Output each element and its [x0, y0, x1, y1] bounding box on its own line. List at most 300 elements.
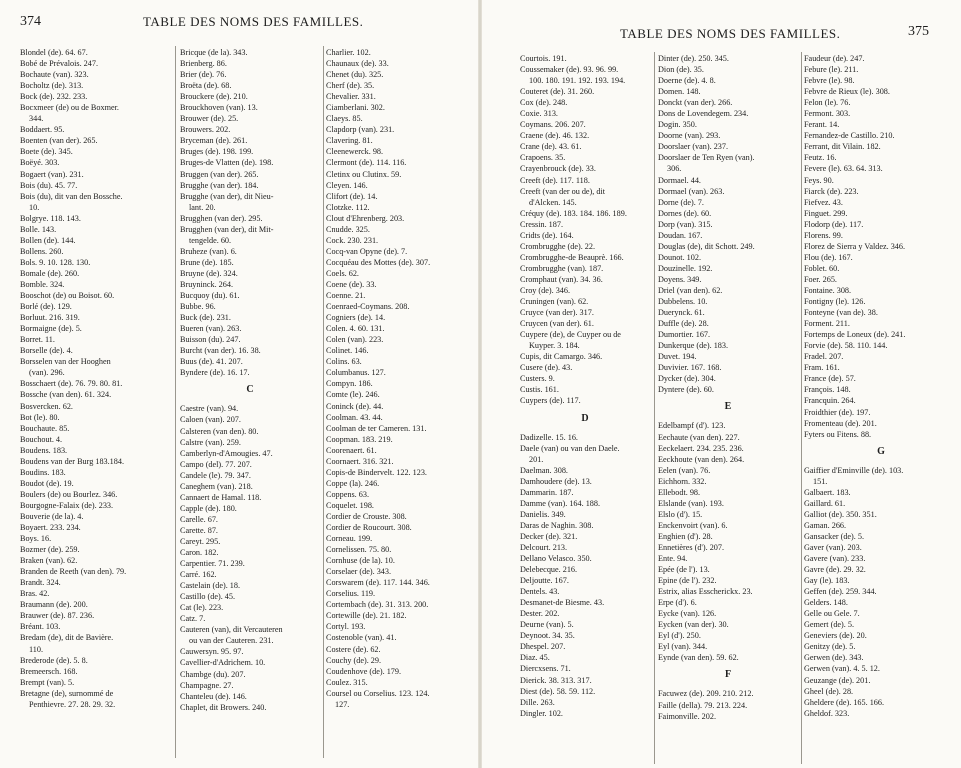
index-entry: Driel (van den). 62. [658, 285, 723, 295]
right-page-header: TABLE DES NOMS DES FAMILLES. [620, 26, 841, 41]
index-entry: Crapoens. 35. [520, 153, 566, 163]
index-entry: Créquy (de). 183. 184. 186. 189. [520, 208, 627, 218]
index-entry: Duvivier. 167. 168. [658, 363, 722, 373]
index-entry: Duffle (de). 28. [658, 319, 709, 329]
index-entry: Couchy (de). 29. [326, 655, 382, 665]
index-entry-continuation: tengelde. 60. [189, 235, 232, 245]
index-entry: Chaplet, dit Browers. 240. [180, 702, 267, 712]
index-entry: Courtois. 191. [520, 54, 567, 63]
index-entry: Cortembach (de). 31. 313. 200. [326, 600, 429, 610]
index-entry: Douglas (de), dit Schott. 249. [658, 241, 755, 251]
index-entry-continuation: 127. [335, 699, 350, 709]
index-entry: Brouckhoven (van). 13. [180, 103, 258, 113]
index-entry: Coels. 62. [326, 268, 359, 278]
index-entry: Bochaute (van). 323. [20, 70, 89, 80]
index-entry: Dumortier. 167. [658, 330, 711, 340]
index-entry: Brouckere (de). 210. [180, 92, 248, 102]
index-entry: Cnudde. 325. [326, 224, 370, 234]
index-entry: Facuwez (de). 209. 210. 212. [658, 689, 754, 699]
index-entry: Fyters ou Fitens. 88. [804, 429, 872, 439]
index-entry: Bruggen (van der). 265. [180, 169, 259, 179]
index-entry: Champagne. 27. [180, 680, 234, 690]
index-entry: Bogaert (van). 231. [20, 169, 84, 179]
index-entry: Dormael. 44. [658, 175, 701, 185]
index-entry: Bredam (de), dit de Bavière. [20, 633, 114, 643]
index-entry: Eelen (van). 76. [658, 465, 711, 475]
index-entry: Caneghem (van). 218. [180, 481, 253, 491]
index-entry: Croy (de). 346. [520, 285, 571, 295]
index-entry: Enghien (d'). 28. [658, 531, 713, 541]
index-entry: Campo (del). 77. 207. [180, 459, 252, 469]
index-entry: Brugghe (van der). 184. [180, 180, 259, 190]
index-entry: Domen. 148. [658, 87, 701, 97]
index-entry: Epée (de l'). 13. [658, 565, 710, 575]
index-entry: Crombrugghe-de Beauprè. 166. [520, 252, 624, 262]
index-entry: Cruningen (van). 62. [520, 297, 589, 307]
index-entry: Compyn. 186. [326, 379, 373, 389]
index-entry: Francquin. 264. [804, 396, 856, 406]
index-entry: Ciamberlani. 302. [326, 103, 385, 113]
index-entry: Galbaert. 183. [804, 487, 851, 497]
index-entry: Bocxmeer (de) ou de Boxmer. [20, 103, 119, 113]
index-entry: Bot (le). 80. [20, 412, 60, 422]
index-entry: Foer. 265. [804, 274, 837, 284]
index-entry: Edelbampf (d'). 123. [658, 421, 726, 431]
index-entry: Coppens. 63. [326, 489, 369, 499]
index-entry: Boudot (de). 19. [20, 478, 74, 488]
index-entry: Boëyé. 303. [20, 158, 60, 168]
index-entry: Cocq-van Opyne (de). 7. [326, 246, 408, 256]
index-entry: Custis. 161. [520, 385, 559, 395]
index-entry: Cornelissen. 75. 80. [326, 545, 392, 555]
index-entry: Careyt. 295. [180, 536, 221, 546]
index-entry: Clifort (de). 14. [326, 191, 378, 201]
index-entry: Castillo (de). 45. [180, 592, 236, 602]
index-entry: Douzinelle. 192. [658, 263, 713, 273]
column-divider [654, 52, 655, 764]
index-entry: Fiarck (de). 223. [804, 186, 859, 196]
index-entry: Gansacker (de). 5. [804, 531, 865, 541]
index-entry: Cauteren (van), dit Vercauteren [180, 625, 283, 635]
index-entry: Doerne (de). 4. 8. [658, 76, 716, 86]
index-entry: Fiefvez. 43. [804, 197, 843, 207]
index-entry: Crane (de). 43. 61. [520, 142, 582, 152]
index-entry: Gheel (de). 28. [804, 686, 854, 696]
index-entry: Dellano Velasco. 350. [520, 554, 592, 564]
index-entry: Ente. 94. [658, 554, 688, 564]
index-entry: Diaz. 45. [520, 653, 550, 663]
index-entry: Dunkerque (de). 183. [658, 341, 729, 351]
index-entry: Fernandez-de Castillo. 210. [804, 131, 895, 141]
index-entry: Coenraed-Coymans. 208. [326, 302, 410, 312]
index-entry: Brederode (de). 5. 8. [20, 655, 88, 665]
index-entry: Corselaer (de). 343. [326, 567, 392, 577]
index-entry: Geffen (de). 259. 344. [804, 587, 877, 597]
index-entry: Copis-de Bindervelt. 122. 123. [326, 467, 427, 477]
index-entry: Bobé de Prévalois. 247. [20, 59, 98, 69]
index-entry: Bolle. 143. [20, 224, 57, 234]
index-entry: Daras de Naghin. 308. [520, 520, 594, 530]
index-entry: Eeckelaert. 234. 235. 236. [658, 443, 744, 453]
index-entry: Dubbelens. 10. [658, 297, 708, 307]
index-entry: Bolgrye. 118. 143. [20, 213, 81, 223]
index-entry: Cock. 230. 231. [326, 235, 379, 245]
index-entry: Eechaute (van den). 227. [658, 432, 740, 442]
index-entry: Eyl (van). 344. [658, 642, 708, 652]
index-entry: Bossche (van den). 61. 324. [20, 390, 112, 400]
index-entry: Castelain (de). 18. [180, 581, 241, 591]
index-entry: Bollen (de). 144. [20, 235, 76, 245]
column-divider [175, 46, 176, 758]
index-entry: Brugghe (van der), dit Nieu- [180, 191, 274, 201]
index-entry: Chevalier. 331. [326, 92, 376, 102]
index-entry: Ferant. 14. [804, 120, 840, 130]
index-entry: Clotzke. 112. [326, 202, 370, 212]
index-entry: Desmanet-de Biesme. 43. [520, 598, 605, 608]
index-entry: Doorslaer de Ten Ryen (van). [658, 153, 755, 163]
index-entry: Fevere (le). 63. 64. 313. [804, 164, 883, 174]
index-entry: Dinter (de). 250. 345. [658, 54, 729, 63]
index-entry: Bubbe. 96. [180, 302, 216, 312]
index-entry: Coene (de). 33. [326, 279, 377, 289]
index-entry: Corswarem (de). 117. 144. 346. [326, 578, 430, 588]
index-entry: Brier (de). 76. [180, 70, 227, 80]
index-entry: Caloen (van). 207. [180, 415, 241, 425]
index-entry: Bretagne (de), surnommé de [20, 688, 114, 698]
index-entry: Fontigny (le). 126. [804, 297, 866, 307]
index-entry: Geneviers (de). 20. [804, 631, 867, 641]
index-entry: Calstre (van). 259. [180, 437, 241, 447]
index-entry: Claeys. 85. [326, 114, 363, 124]
index-entry: Dierick. 38. 313. 317. [520, 675, 592, 685]
index-entry: Brouwers. 202. [180, 125, 231, 135]
index-entry: Cleenewerck. 98. [326, 147, 384, 157]
index-entry: Gheldof. 323. [804, 708, 850, 718]
index-entry: Caestre (van). 94. [180, 404, 239, 414]
index-entry: Bricque (de la). 343. [180, 48, 248, 57]
index-entry: Crombrugghe (van). 187. [520, 263, 604, 273]
index-entry: Deurne (van). 5. [520, 620, 574, 630]
left-page [0, 0, 478, 768]
index-entry: Bucquoy (du). 61. [180, 291, 240, 301]
index-entry: Bormaigne (de). 5. [20, 324, 82, 334]
index-entry: Bouverie (de la). 4. [20, 511, 84, 521]
index-entry: Dion (de). 35. [658, 65, 704, 75]
index-entry: Cocquéau des Mottes (de). 307. [326, 257, 431, 267]
index-entry-continuation: 10. [29, 202, 40, 212]
index-entry: Florez de Sierra y Valdez. 346. [804, 241, 906, 251]
index-entry: Boulers (de) ou Bourlez. 346. [20, 489, 118, 499]
index-entry: Carette. 87. [180, 525, 218, 535]
index-entry: Flou (de). 167. [804, 252, 853, 262]
index-entry: Gerwen (de). 343. [804, 653, 864, 663]
index-entry: Bueren (van). 263. [180, 324, 242, 334]
index-entry: Comte (le). 246. [326, 390, 380, 400]
index-entry: Ferrant, dit Vilain. 182. [804, 142, 881, 152]
index-entry: Carré. 162. [180, 570, 217, 580]
index-entry: Faille (della). 79. 213. 224. [658, 700, 748, 710]
index-entry: Cordier de Roucourt. 308. [326, 523, 412, 533]
index-entry: Bomale (de). 260. [20, 268, 80, 278]
index-entry: Dester. 202. [520, 609, 560, 619]
index-entry: Deljoutte. 167. [520, 576, 569, 586]
index-entry: Buus (de). 41. 207. [180, 357, 243, 367]
index-entry: Dentels. 43. [520, 587, 560, 597]
index-entry: Boys. 16. [20, 534, 52, 544]
index-entry: Buck (de). 231. [180, 313, 231, 323]
index-entry: Dogin. 350. [658, 120, 697, 130]
index-entry: Febvre de Rieux (le). 308. [804, 87, 890, 97]
index-entry: Gaiffier d'Eminville (de). 103. [804, 465, 904, 475]
left-page-number: 374 [20, 14, 41, 29]
index-entry: Dadizelle. 15. 16. [520, 432, 578, 442]
index-entry: Daelman. 308. [520, 465, 568, 475]
index-entry: Byndere (de). 16. 17. [180, 368, 250, 378]
section-letter-heading: E [724, 401, 732, 413]
index-entry: Gaver (van). 203. [804, 542, 862, 552]
index-entry: Brugghen (van der). 295. [180, 213, 263, 223]
index-entry: Chanteleu (de). 146. [180, 691, 247, 701]
index-entry: Braumann (de). 200. [20, 600, 88, 610]
index-entry: Decker (de). 321. [520, 531, 578, 541]
index-entry: Colen. 4. 60. 131. [326, 324, 385, 334]
index-entry: Fontaine. 308. [804, 285, 852, 295]
index-entry: Fradel. 207. [804, 352, 844, 362]
index-entry: Faudeur (de). 247. [804, 54, 865, 63]
index-entry: Braken (van). 62. [20, 556, 78, 566]
index-entry: Cherf (de). 35. [326, 81, 375, 91]
index-entry: Diercxsens. 71. [520, 664, 571, 674]
index-entry: Geuzange (de). 201. [804, 675, 871, 685]
index-entry-continuation: d'Alcken. 145. [529, 197, 577, 207]
index-entry: Gaman. 266. [804, 520, 847, 530]
index-entry: Coorenaert. 61. [326, 445, 377, 455]
right-column-2 [658, 53, 798, 765]
index-entry: Forvie (de). 58. 110. 144. [804, 341, 888, 351]
index-entry: Cridts (de). 164. [520, 230, 574, 240]
index-entry: Borselle (de). 4. [20, 346, 73, 356]
index-entry: Chaunaux (de). 33. [326, 59, 389, 69]
index-entry-continuation: 344. [29, 114, 44, 124]
index-entry: Finguet. 299. [804, 208, 848, 218]
index-entry: Eyl (d'). 250. [658, 631, 701, 641]
index-entry: Boudins. 183. [20, 467, 66, 477]
index-entry: Faimonville. 202. [658, 711, 716, 721]
index-entry: Dyntere (de). 60. [658, 385, 714, 395]
index-entry: Cox (de). 248. [520, 98, 568, 108]
index-entry: Bryceman (de). 261. [180, 136, 248, 146]
index-entry: Camberlyn-d'Amougies. 47. [180, 448, 273, 458]
index-entry: Eycken (van der). 30. [658, 620, 729, 630]
index-entry: Duerynck. 61. [658, 308, 705, 318]
index-entry-continuation: 151. [813, 476, 828, 486]
index-entry: Custers. 9. [520, 374, 555, 384]
index-entry-continuation: lant. 20. [189, 202, 216, 212]
index-entry: Cuypere (de), de Cuyper ou de [520, 330, 621, 340]
index-entry: Corneau. 199. [326, 534, 373, 544]
index-entry: Fram. 161. [804, 363, 840, 373]
index-entry: Ellebodt. 98. [658, 487, 701, 497]
index-entry: Doyens. 349. [658, 274, 702, 284]
index-entry: Borluut. 216. 319. [20, 313, 80, 323]
index-entry: Donckt (van der). 266. [658, 98, 733, 108]
section-letter-heading: D [581, 412, 589, 424]
index-entry: Borret. 11. [20, 335, 55, 345]
index-entry: Dons de Lovendegem. 234. [658, 109, 749, 119]
column-divider [323, 46, 324, 758]
index-entry: Enckenvoirt (van). 6. [658, 520, 728, 530]
index-entry: Cortewille (de). 21. 182. [326, 611, 407, 621]
index-entry: Bruheze (van). 6. [180, 246, 237, 256]
index-entry: François. 148. [804, 385, 851, 395]
index-entry: Boete (de). 345. [20, 147, 73, 157]
index-entry: Coenne. 21. [326, 291, 366, 301]
index-entry: Foblet. 60. [804, 263, 840, 273]
index-entry: Borlé (de). 129. [20, 302, 72, 312]
index-entry: Colen (van). 223. [326, 335, 384, 345]
index-entry: Florens. 99. [804, 230, 843, 240]
index-entry: Clermont (de). 114. 116. [326, 158, 407, 168]
index-entry: Boyaert. 233. 234. [20, 523, 81, 533]
index-entry: Bras. 42. [20, 589, 50, 599]
index-entry: Capple (de). 180. [180, 503, 237, 513]
index-entry: Craene (de). 46. 132. [520, 131, 590, 141]
index-entry: Epine (de l'). 232. [658, 576, 717, 586]
index-entry: Eeckhoute (van den). 264. [658, 454, 745, 464]
right-page [482, 0, 961, 768]
index-entry: Corselius. 119. [326, 589, 376, 599]
index-entry: Bocholtz (de). 313. [20, 81, 84, 91]
index-entry: Coopman. 183. 219. [326, 434, 393, 444]
index-entry: Dounot. 102. [658, 252, 701, 262]
index-entry: Coolman de ter Cameren. 131. [326, 423, 427, 433]
index-entry: Gavre (de). 29. 32. [804, 565, 866, 575]
index-entry: Dorp (van). 315. [658, 219, 713, 229]
index-entry: Coursel ou Corselius. 123. 124. [326, 688, 430, 698]
index-entry: Cavellier-d'Adrichem. 10. [180, 658, 266, 668]
index-entry-continuation: Kuyper. 3. 184. [529, 341, 580, 351]
index-entry: Ennetières (d'). 207. [658, 542, 725, 552]
index-entry: Danielis. 349. [520, 509, 566, 519]
index-entry: Gelders. 148. [804, 598, 848, 608]
right-page-number: 375 [908, 24, 929, 39]
index-entry: Daele (van) ou van den Daele. [520, 443, 620, 453]
index-entry: Cannaert de Hamal. 118. [180, 492, 262, 502]
index-entry: Blondel (de). 64. 67. [20, 48, 88, 57]
index-entry: Boddaert. 95. [20, 125, 65, 135]
index-entry: Felon (le). 76. [804, 98, 851, 108]
index-entry: Coolman. 43. 44. [326, 412, 383, 422]
index-entry: Dhespel. 207. [520, 642, 566, 652]
index-entry-continuation: Penthievre. 27. 28. 29. 32. [29, 699, 116, 709]
index-entry: Coulez. 315. [326, 677, 368, 687]
index-entry: Broëta (de). 68. [180, 81, 232, 91]
right-column-3 [804, 53, 958, 765]
index-entry: Dornes (de). 60. [658, 208, 712, 218]
index-entry: Cletinx ou Clutinx. 59. [326, 169, 402, 179]
index-entry: Cruycen (van der). 61. [520, 319, 594, 329]
index-entry: Erpe (d'). 6. [658, 598, 697, 608]
index-entry: Candele (le). 79. 347. [180, 470, 251, 480]
index-entry: Coussemaker (de). 93. 96. 99. [520, 65, 619, 75]
index-entry: Dille. 263. [520, 697, 555, 707]
index-entry: Calsteren (van den). 80. [180, 426, 259, 436]
index-entry: Elslande (van). 193. [658, 498, 724, 508]
left-page-header: TABLE DES NOMS DES FAMILLES. [143, 14, 364, 29]
index-entry: Eichhorn. 332. [658, 476, 707, 486]
index-entry: Columbanus. 127. [326, 368, 386, 378]
index-entry: Gavere (van). 233. [804, 554, 866, 564]
index-entry-continuation: ou van der Cauteren. 231. [189, 636, 274, 646]
index-entry: Cauwersyn. 95. 97. [180, 647, 244, 657]
index-entry: Diest (de). 58. 59. 112. [520, 686, 596, 696]
index-entry: Coymans. 206. 207. [520, 120, 586, 130]
index-entry: Brune (de). 185. [180, 257, 234, 267]
index-entry: Gemert (de). 5. [804, 620, 855, 630]
index-entry: Delebecque. 216. [520, 565, 578, 575]
index-entry: Creeft (van der ou de), dit [520, 186, 606, 196]
index-entry-continuation: 201. [529, 454, 544, 464]
section-letter-heading: F [724, 669, 732, 681]
index-entry: Dammarin. 187. [520, 487, 574, 497]
index-entry-continuation: 110. [29, 644, 44, 654]
index-entry: Eycke (van). 126. [658, 609, 717, 619]
index-entry: Gelle ou Gele. 7. [804, 609, 860, 619]
index-entry: Doorslaer (van). 237. [658, 142, 729, 152]
index-entry: Bréant. 103. [20, 622, 61, 632]
index-entry: Bruyninck. 264. [180, 279, 233, 289]
index-entry: Catz. 7. [180, 614, 206, 624]
index-entry: Cleyen. 146. [326, 180, 368, 190]
index-entry: Bozmer (de). 259. [20, 545, 80, 555]
index-entry: Brempt (van). 5. [20, 677, 75, 687]
index-entry: Charlier. 102. [326, 48, 371, 57]
index-entry: Bois (du). 45. 77. [20, 180, 78, 190]
index-entry: Costere (de). 62. [326, 644, 381, 654]
index-entry: Brandt. 324. [20, 578, 61, 588]
index-entry: Delcourt. 213. [520, 542, 568, 552]
index-entry: Boudens. 183. [20, 445, 68, 455]
index-entry: Burcht (van der). 16. 38. [180, 346, 261, 356]
index-entry: Dingler. 102. [520, 708, 563, 718]
index-entry: Bomble. 324. [20, 279, 65, 289]
index-entry: Couteret (de). 31. 260. [520, 87, 595, 97]
index-entry: Boenten (van der). 265. [20, 136, 98, 146]
index-entry: Deynoot. 34. 35. [520, 631, 575, 641]
index-entry: Crombrugghe (de). 22. [520, 241, 596, 251]
index-entry: Chenet (du). 325. [326, 70, 384, 80]
index-entry: Dycker (de). 304. [658, 374, 716, 384]
index-entry: Cusere (de). 43. [520, 363, 573, 373]
index-entry: Fermont. 303. [804, 109, 851, 119]
index-entry: Bruges (de). 198. 199. [180, 147, 254, 157]
index-entry: Brouwer (de). 25. [180, 114, 239, 124]
index-entry: Bols. 9. 10. 128. 130. [20, 257, 91, 267]
index-entry: Froidthier (de). 197. [804, 407, 871, 417]
index-entry: Damhoudere (de). 13. [520, 476, 592, 486]
index-entry: Estrix, alias Esscherickx. 23. [658, 587, 753, 597]
index-entry: Eynde (van den). 59. 62. [658, 653, 739, 663]
index-entry: Bollens. 260. [20, 246, 64, 256]
index-entry: Dormael (van). 263. [658, 186, 725, 196]
index-entry: Gaillard. 61. [804, 498, 846, 508]
index-entry: Cordier de Crouste. 308. [326, 511, 407, 521]
index-entry: Dorne (de). 7. [658, 197, 704, 207]
index-entry: Forment. 211. [804, 319, 850, 329]
index-entry: Costenoble (van). 41. [326, 633, 397, 643]
index-entry: Creeft (de). 117. 118. [520, 175, 590, 185]
index-entry: Gay (le). 183. [804, 576, 850, 586]
